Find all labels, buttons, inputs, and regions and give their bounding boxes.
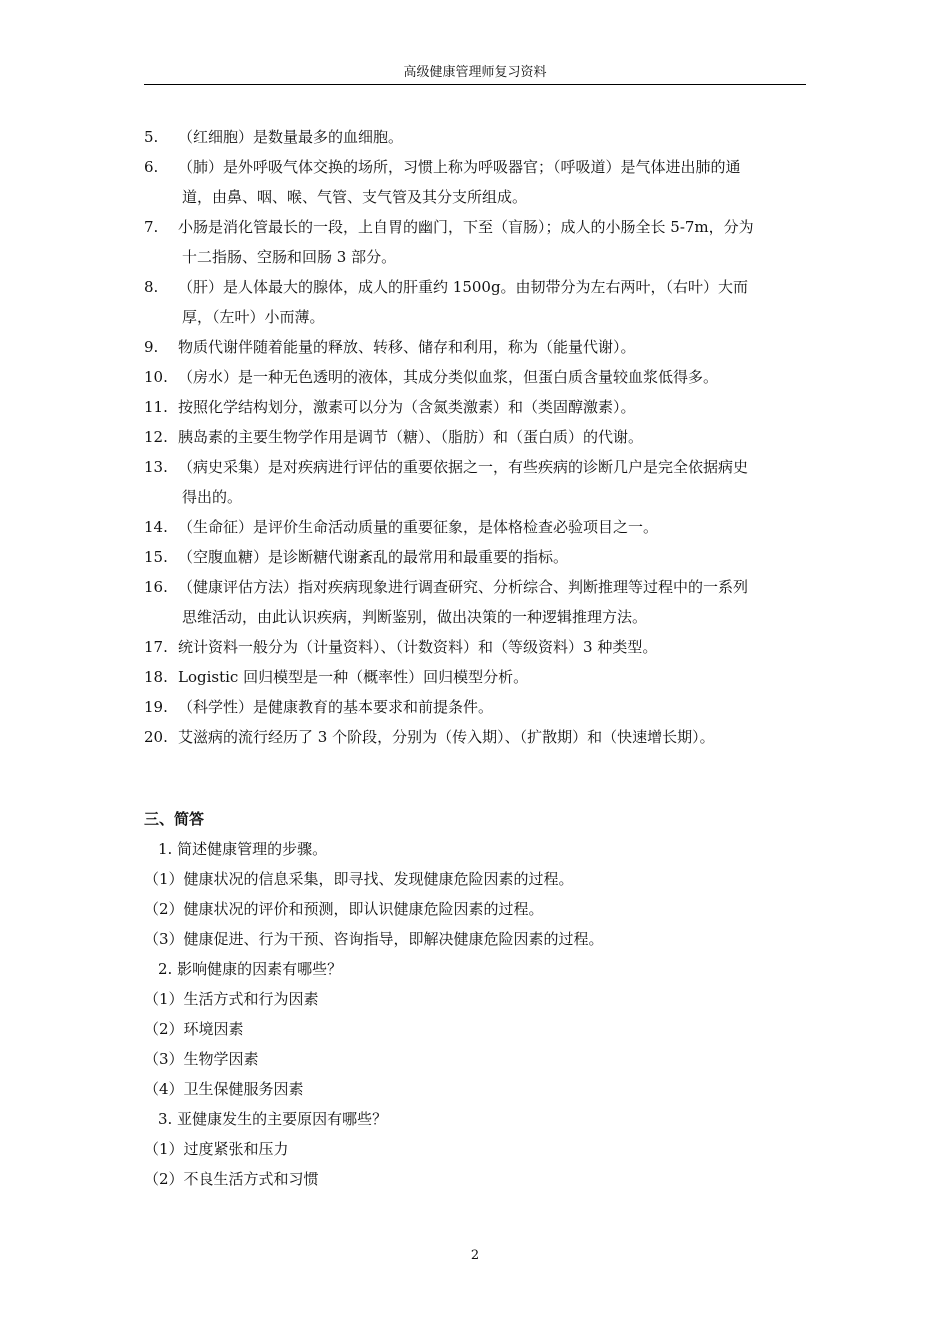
item-text: 艾滋病的流行经历了 3 个阶段，分别为（传入期）、（扩散期）和（快速增长期）。 <box>178 728 715 746</box>
item-number: 7. <box>144 218 159 236</box>
answer-item: （2）环境因素 <box>144 1020 244 1038</box>
answer-item: （3）健康促进、行为干预、咨询指导，即解决健康危险因素的过程。 <box>144 930 604 948</box>
item-text: （肺）是外呼吸气体交换的场所，习惯上称为呼吸器官；（呼吸道）是气体进出肺的通 <box>178 158 741 176</box>
item-number: 14. <box>144 518 168 536</box>
item-text: 胰岛素的主要生物学作用是调节（糖）、（脂肪）和（蛋白质）的代谢。 <box>178 428 644 446</box>
item-text: （生命征）是评价生命活动质量的重要征象，是体格检查必验项目之一。 <box>178 518 659 536</box>
item-text: 按照化学结构划分，激素可以分为（含氮类激素）和（类固醇激素）。 <box>178 398 636 416</box>
item-number: 18. <box>144 668 168 686</box>
question: 1. 简述健康管理的步骤。 <box>158 840 328 858</box>
item-text-continuation: 得出的。 <box>182 488 243 506</box>
section-heading: 三、简答 <box>144 810 205 828</box>
item-text-continuation: 十二指肠、空肠和回肠 3 部分。 <box>182 248 397 266</box>
item-number: 12. <box>144 428 168 446</box>
item-text: （房水）是一种无色透明的液体，其成分类似血浆，但蛋白质含量较血浆低得多。 <box>178 368 719 386</box>
item-number: 20. <box>144 728 168 746</box>
answer-item: （2）健康状况的评价和预测，即认识健康危险因素的过程。 <box>144 900 544 918</box>
item-number: 19. <box>144 698 168 716</box>
item-number: 13. <box>144 458 168 476</box>
item-text-continuation: 道，由鼻、咽、喉、气管、支气管及其分支所组成。 <box>182 188 528 206</box>
answer-item: （1）健康状况的信息采集，即寻找、发现健康危险因素的过程。 <box>144 870 574 888</box>
item-number: 5. <box>144 128 159 146</box>
item-text: 物质代谢伴随着能量的释放、转移、储存和利用，称为（能量代谢）。 <box>178 338 636 356</box>
item-number: 8. <box>144 278 159 296</box>
answer-item: （1）生活方式和行为因素 <box>144 990 319 1008</box>
item-text: Logistic 回归模型是一种（概率性）回归模型分析。 <box>178 668 529 686</box>
item-text: （健康评估方法）指对疾病现象进行调查研究、分析综合、判断推理等过程中的一系列 <box>178 578 749 596</box>
item-number: 17. <box>144 638 168 656</box>
item-text: （病史采集）是对疾病进行评估的重要依据之一，有些疾病的诊断几户是完全依据病史 <box>178 458 749 476</box>
item-text: （空腹血糖）是诊断糖代谢紊乱的最常用和最重要的指标。 <box>178 548 569 566</box>
item-text: （肝）是人体最大的腺体，成人的肝重约 1500g。由韧带分为左右两叶，（右叶）大而 <box>178 278 749 296</box>
answer-item: （2）不良生活方式和习惯 <box>144 1170 319 1188</box>
page-header: 高级健康管理师复习资料 <box>403 65 547 80</box>
answer-item: （4）卫生保健服务因素 <box>144 1080 304 1098</box>
item-number: 16. <box>144 578 168 596</box>
item-text-continuation: 厚，（左叶）小而薄。 <box>182 308 325 326</box>
item-number: 10. <box>144 368 168 386</box>
item-number: 6. <box>144 158 159 176</box>
answer-item: （3）生物学因素 <box>144 1050 259 1068</box>
answer-item: （1）过度紧张和压力 <box>144 1140 289 1158</box>
item-text: 小肠是消化管最长的一段，上自胃的幽门，下至（盲肠）；成人的小肠全长 5-7m，分为 <box>178 218 754 236</box>
item-number: 9. <box>144 338 159 356</box>
page-number: 2 <box>470 1248 480 1263</box>
question: 3. 亚健康发生的主要原因有哪些？ <box>158 1110 388 1128</box>
item-text-continuation: 思维活动，由此认识疾病，判断鉴别，做出决策的一种逻辑推理方法。 <box>182 608 648 626</box>
item-text: （科学性）是健康教育的基本要求和前提条件。 <box>178 698 494 716</box>
item-text: 统计资料一般分为（计量资料）、（计数资料）和（等级资料）3 种类型。 <box>178 638 658 656</box>
item-number: 11. <box>144 398 168 416</box>
item-text: （红细胞）是数量最多的血细胞。 <box>178 128 404 146</box>
item-number: 15. <box>144 548 168 566</box>
question: 2. 影响健康的因素有哪些？ <box>158 960 343 978</box>
